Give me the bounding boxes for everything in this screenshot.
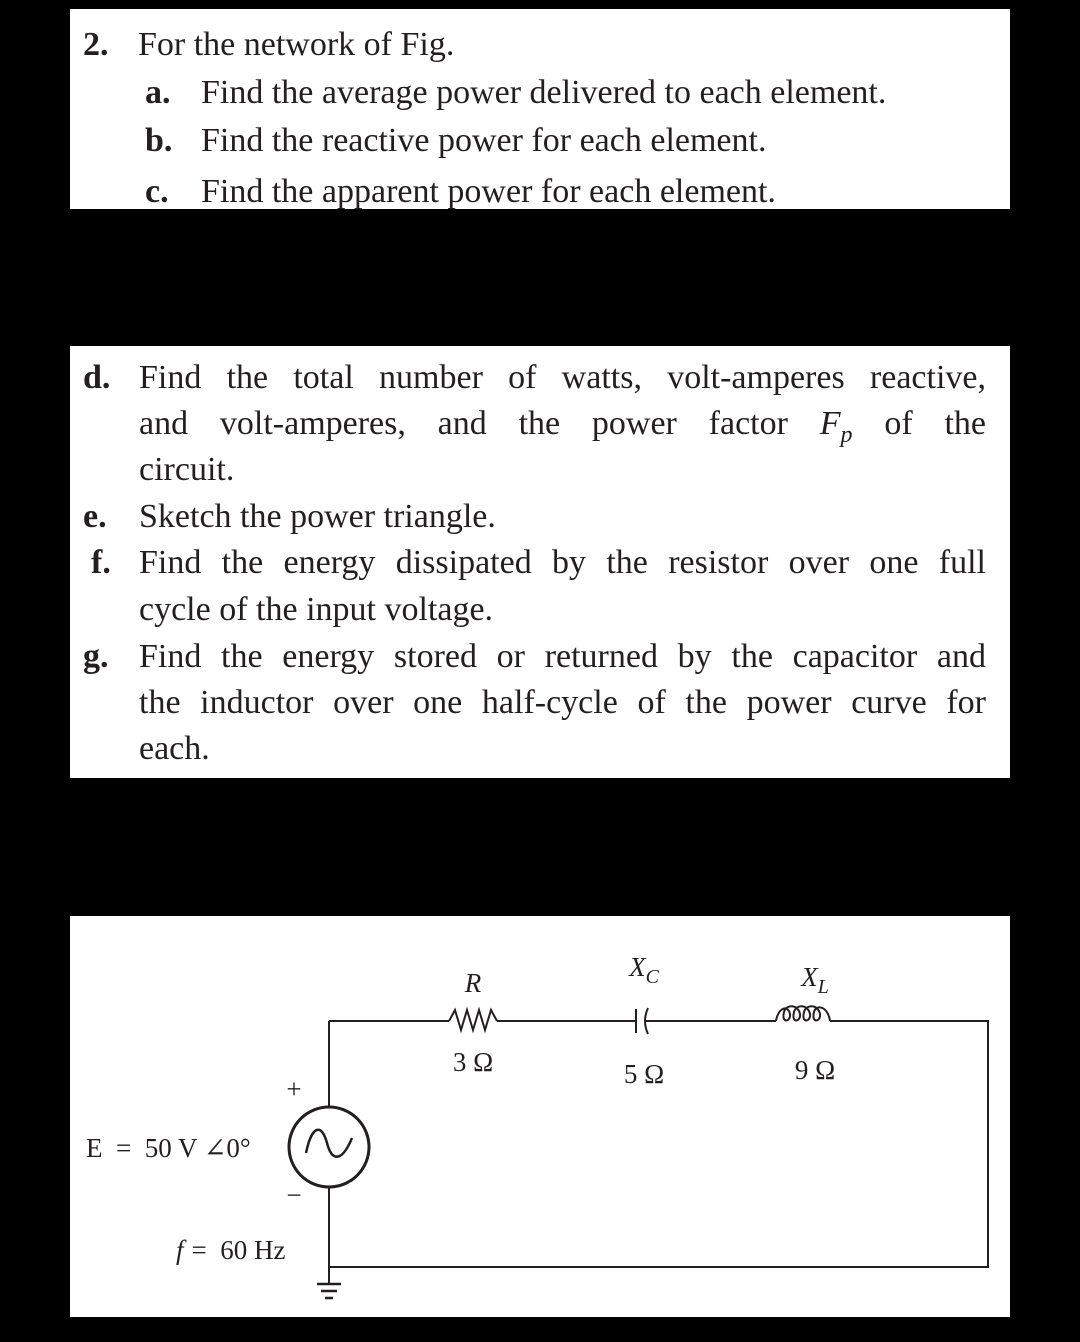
resistor-value-label: 3 Ω bbox=[452, 1047, 494, 1077]
part-f-line2: cycle of the input voltage. bbox=[139, 591, 494, 628]
part-g-line1: Find the energy stored or returned by the capacitor and bbox=[139, 638, 986, 675]
part-d-line3: circuit. bbox=[139, 451, 235, 488]
source-voltage-label: E = 50 V ∠0° bbox=[86, 1133, 251, 1163]
resistor-name-label: R bbox=[464, 968, 482, 998]
sine-wave-icon bbox=[306, 1130, 352, 1157]
wire-return-path bbox=[329, 1021, 988, 1267]
problem-header-panel bbox=[70, 9, 1010, 209]
part-c-text: Find the apparent power for each element. bbox=[201, 173, 776, 210]
part-f-line1: Find the energy dissipated by the resistor over one full bbox=[139, 544, 986, 581]
part-a-text: Find the average power delivered to each element. bbox=[201, 74, 887, 111]
part-d-letter: d. bbox=[83, 359, 111, 396]
source-frequency-label: f = 60 Hz bbox=[176, 1235, 286, 1265]
part-e-text: Sketch the power triangle. bbox=[139, 498, 496, 535]
source-plus-sign: + bbox=[286, 1074, 302, 1104]
capacitor-name-label: $X_C$ bbox=[629, 952, 659, 988]
part-e-letter: e. bbox=[83, 498, 107, 535]
part-g-letter: g. bbox=[83, 638, 109, 675]
inductor-symbol bbox=[776, 1006, 830, 1021]
part-c-letter: c. bbox=[145, 173, 169, 210]
part-d-line2: and volt-amperes, and the power factor $F_p$ of the bbox=[139, 405, 986, 448]
part-g-line2: the inductor over one half-cycle of the power curve for bbox=[139, 684, 986, 721]
circuit-diagram-panel bbox=[70, 916, 1010, 1317]
part-b-text: Find the reactive power for each element. bbox=[201, 122, 767, 159]
power-factor-symbol: F bbox=[819, 405, 841, 442]
resistor-symbol bbox=[449, 1010, 497, 1030]
circuit-diagram bbox=[70, 916, 1010, 1317]
part-a-letter: a. bbox=[145, 74, 171, 111]
problem-parts-panel bbox=[70, 346, 1010, 778]
problem-intro: For the network of Fig. bbox=[138, 26, 455, 63]
part-g-line3: each. bbox=[139, 730, 210, 767]
inductor-value-label: 9 Ω bbox=[794, 1055, 836, 1085]
part-f-letter: f. bbox=[91, 544, 111, 581]
capacitor-value-label: 5 Ω bbox=[623, 1059, 665, 1089]
inductor-name-label: $X_L$ bbox=[801, 962, 829, 998]
problem-number: 2. bbox=[83, 26, 109, 63]
part-d-line1: Find the total number of watts, volt-amperes reactive, bbox=[139, 359, 986, 396]
source-minus-sign: − bbox=[286, 1180, 302, 1210]
part-b-letter: b. bbox=[145, 122, 173, 159]
